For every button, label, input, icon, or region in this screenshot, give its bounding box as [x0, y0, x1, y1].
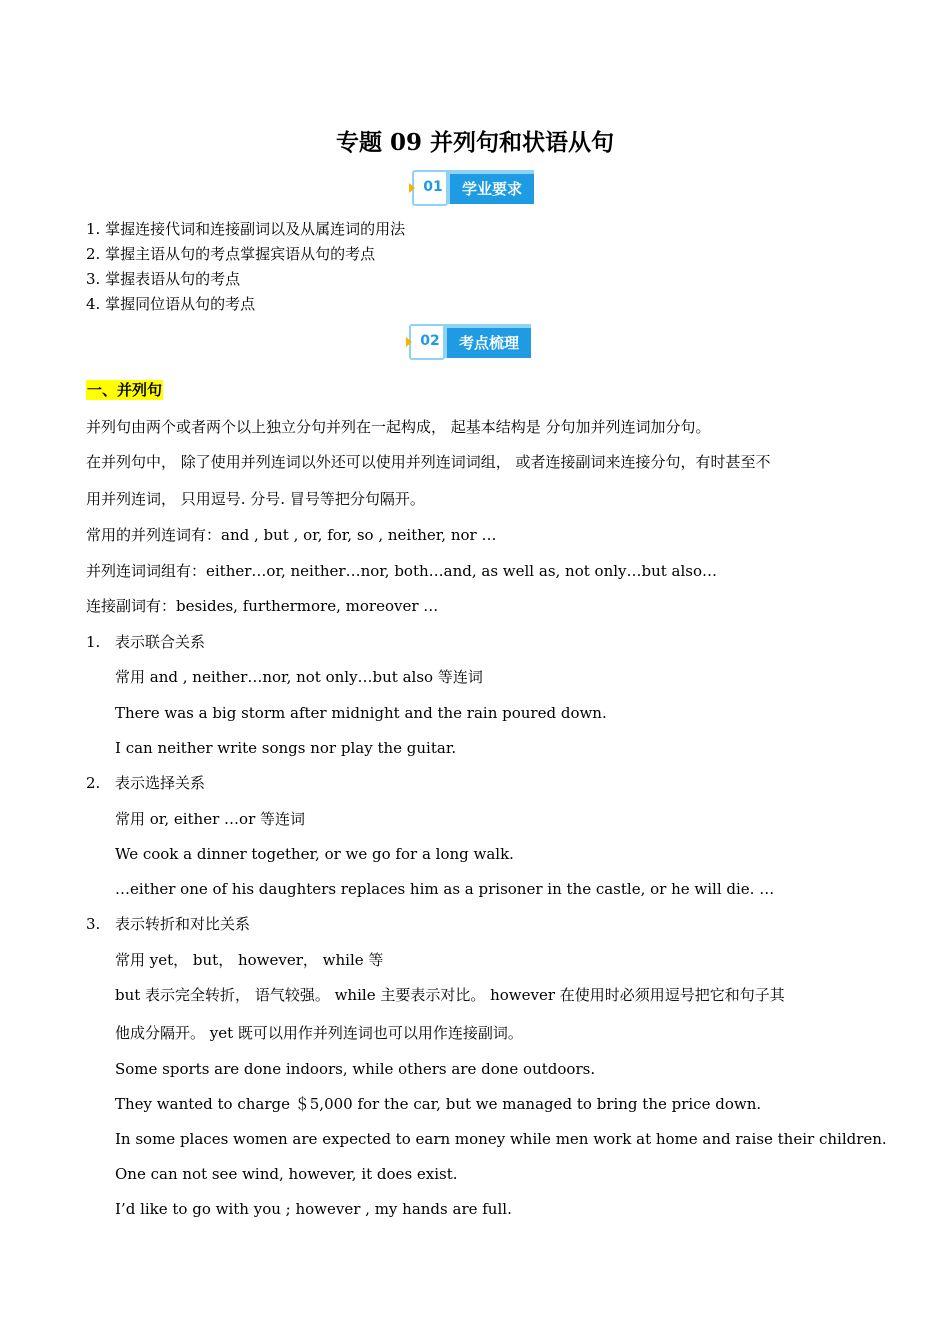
example-sentence: I’d like to go with you ; however , my hands are full. — [115, 1200, 512, 1218]
requirement-item: 1. 掌握连接代词和连接副词以及从属连词的用法 — [86, 220, 406, 238]
example-sentence: Some sports are done indoors, while others are done outdoors. — [115, 1060, 596, 1078]
example-sentence: In some places women are expected to earn money while men work at home and raise their children. — [115, 1130, 887, 1148]
list-number: 3. — [86, 915, 101, 933]
badge-number: 02 — [420, 333, 440, 349]
list-item-line: 常用 and , neither…nor, not only…but also 等连词 — [115, 668, 483, 686]
paragraph-line: 在并列句中， 除了使用并列连词以外还可以使用并列连词词组， 或者连接副词来连接分句，有时甚至不 — [86, 453, 771, 471]
paragraph-line: 连接副词有：besides, furthermore, moreover … — [86, 597, 439, 615]
example-sentence: …either one of his daughters replaces him as a prisoner in the castle, or he will die. … — [115, 880, 775, 898]
list-item-line: but 表示完全转折， 语气较强。 while 主要表示对比。 however 在使用时必须用逗号把它和句子其 — [115, 986, 785, 1004]
list-item-line: 常用 yet， but， however， while 等 — [115, 951, 384, 969]
section-badge-key-points — [409, 324, 539, 360]
badge-arrow-icon — [409, 183, 415, 193]
example-sentence: They wanted to charge ＄5,000 for the car, but we managed to bring the price down. — [115, 1095, 762, 1113]
paragraph-line: 用并列连词， 只用逗号. 分号. 冒号等把分句隔开。 — [86, 490, 425, 508]
list-number: 1. — [86, 633, 101, 651]
section-heading: 一、并列句 — [87, 381, 163, 399]
badge-arrow-icon — [406, 337, 412, 347]
requirement-item: 4. 掌握同位语从句的考点 — [86, 295, 256, 313]
list-item-title: 表示联合关系 — [115, 633, 206, 651]
example-sentence: One can not see wind, however, it does exist. — [115, 1165, 458, 1183]
requirement-item: 2. 掌握主语从句的考点掌握宾语从句的考点 — [86, 245, 376, 263]
paragraph-line: 常用的并列连词有：and , but , or, for, so , neither, nor … — [86, 526, 497, 544]
example-sentence: We cook a dinner together, or we go for a long walk. — [115, 845, 514, 863]
list-number: 2. — [86, 774, 101, 792]
paragraph-line: 并列连词词组有：either…or, neither…nor, both…and, as well as, not only…but also… — [86, 562, 718, 580]
list-item-line: 常用 or, either …or 等连词 — [115, 810, 306, 828]
paragraph-line: 并列句由两个或者两个以上独立分句并列在一起构成， 起基本结构是 分句加并列连词加分句。 — [86, 418, 711, 436]
example-sentence: There was a big storm after midnight and the rain poured down. — [115, 704, 607, 722]
list-item-line: 他成分隔开。 yet 既可以用作并列连词也可以用作连接副词。 — [115, 1024, 523, 1042]
badge-number: 01 — [423, 179, 443, 195]
section-badge-requirements — [412, 170, 542, 206]
badge-label: 学业要求 — [450, 174, 534, 204]
requirement-item: 3. 掌握表语从句的考点 — [86, 270, 241, 288]
page-title: 专题 09 并列句和状语从句 — [335, 129, 615, 156]
list-item-title: 表示转折和对比关系 — [115, 915, 251, 933]
badge-label: 考点梳理 — [447, 328, 531, 358]
list-item-title: 表示选择关系 — [115, 774, 206, 792]
example-sentence: I can neither write songs nor play the guitar. — [115, 739, 457, 757]
